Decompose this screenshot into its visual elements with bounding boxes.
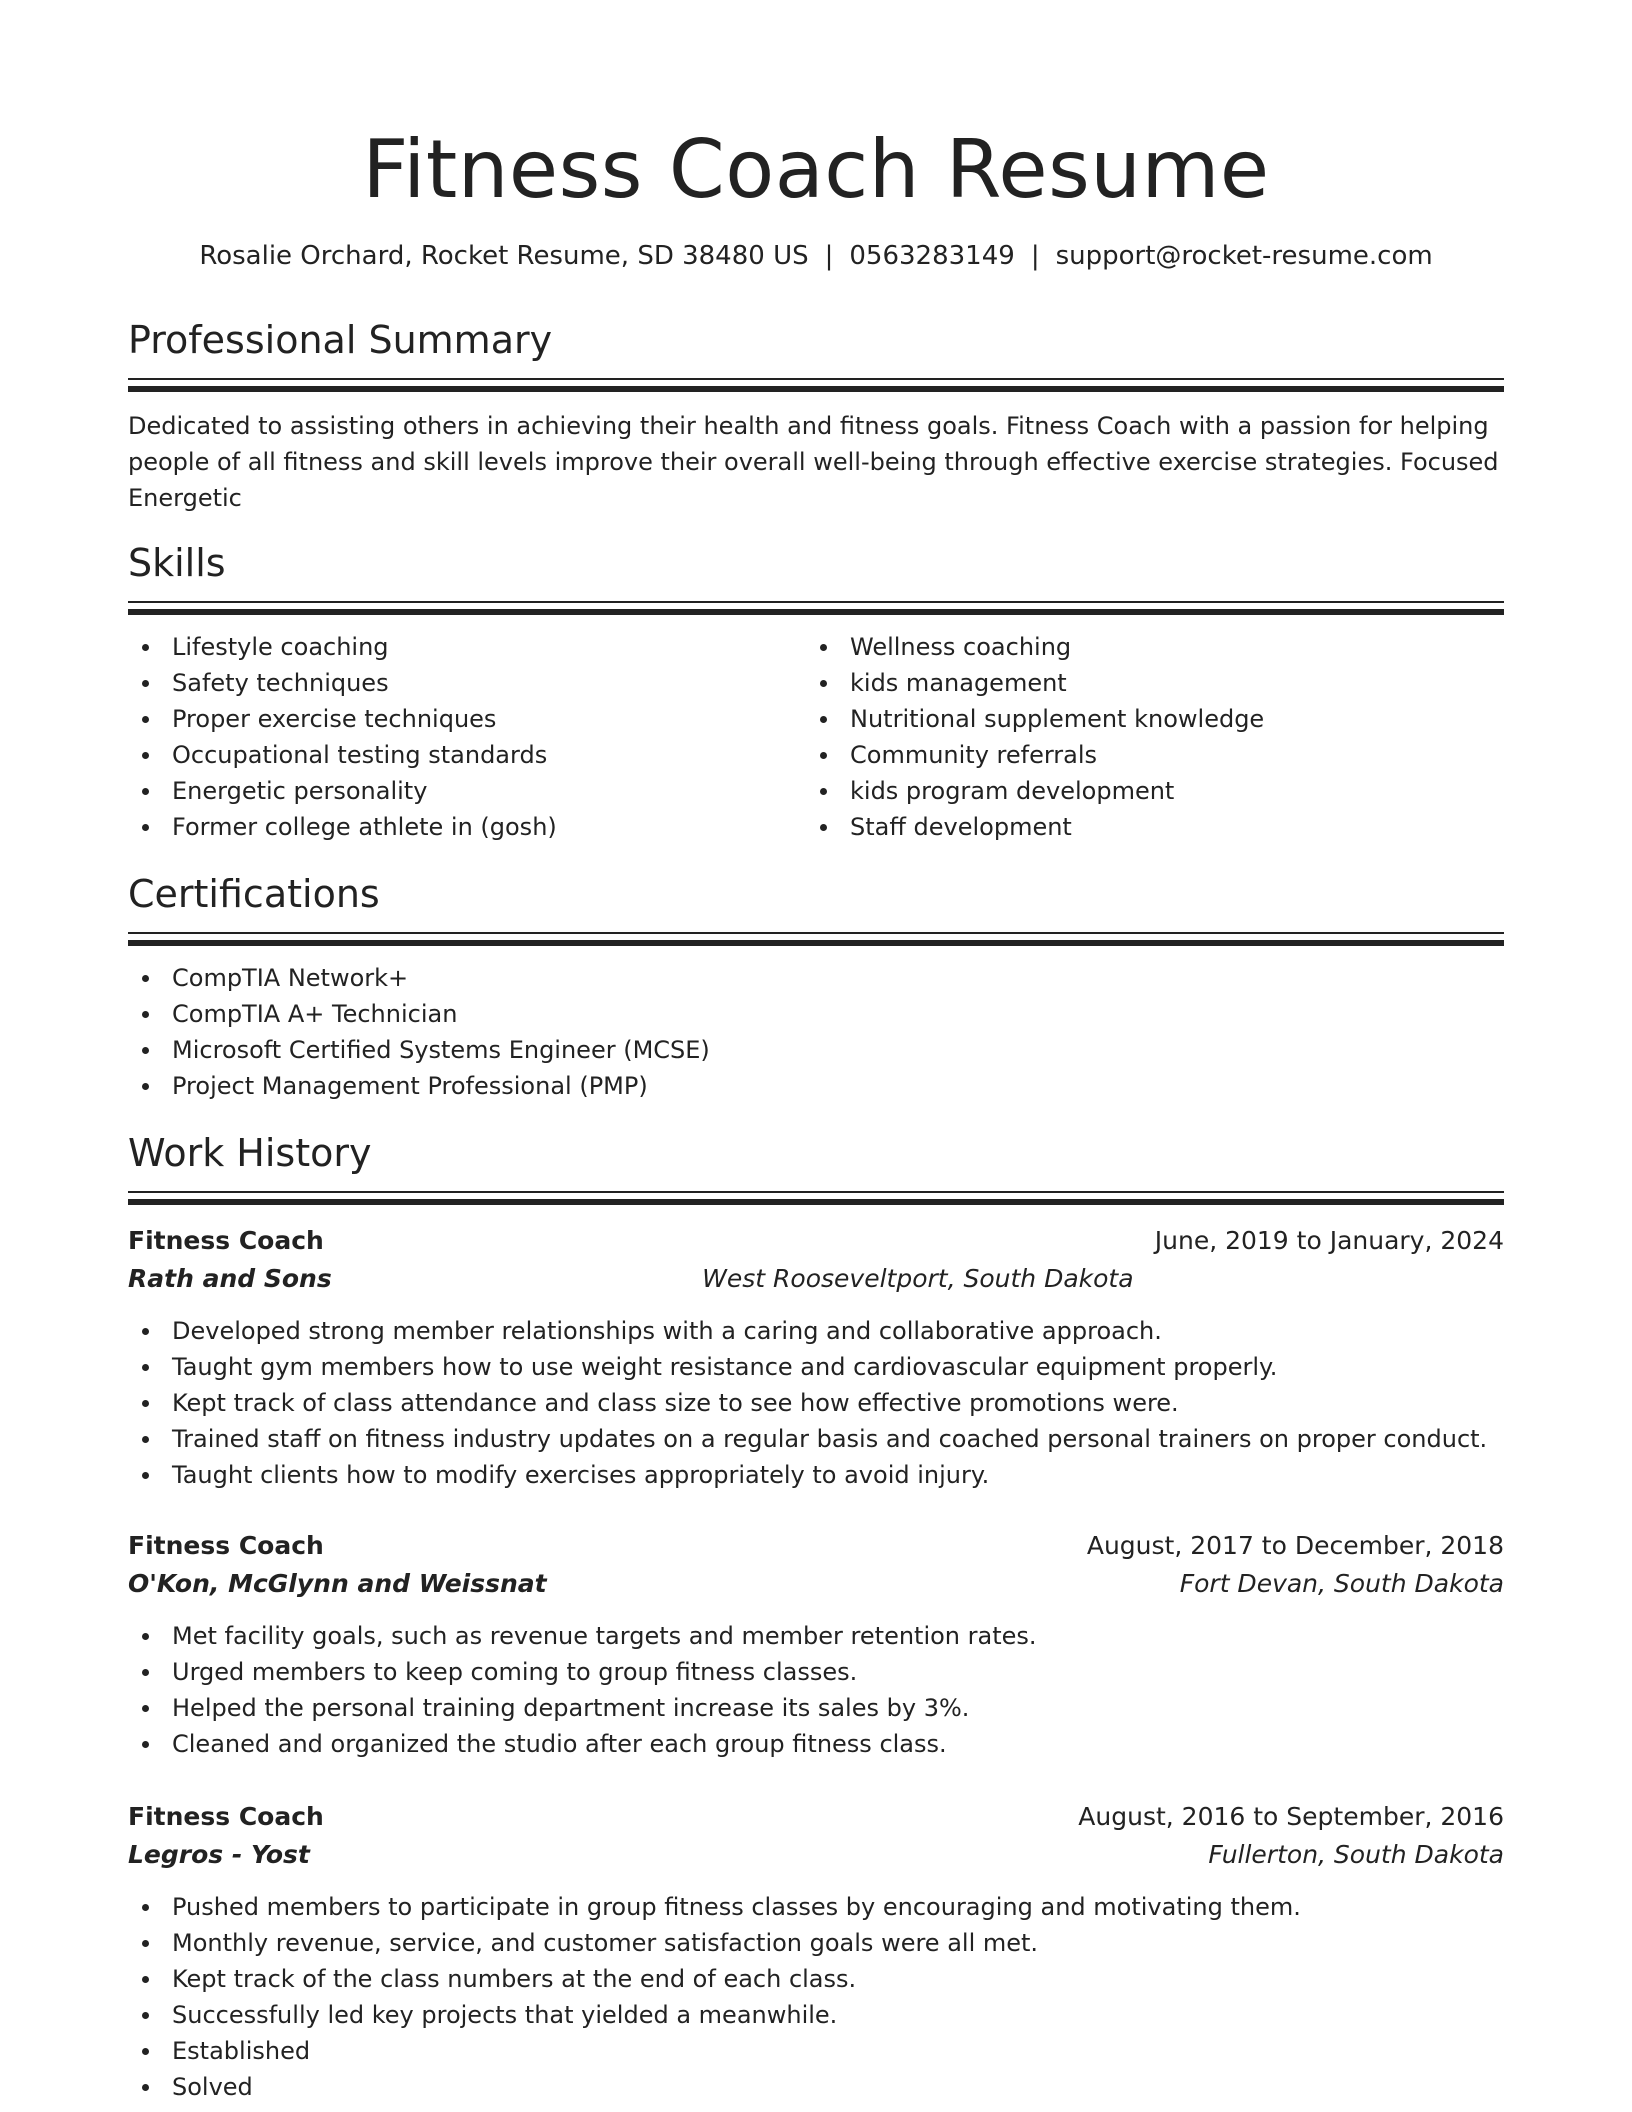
- job-title: Fitness Coach: [128, 1802, 324, 1831]
- job-bullet: Cleaned and organized the studio after each group fitness class.: [128, 1726, 1504, 1762]
- job-bullet: Monthly revenue, service, and customer satisfaction goals were all met.: [128, 1925, 1504, 1961]
- summary-text: Dedicated to assisting others in achieving their health and fitness goals. Fitness Coach with a passion for helping people of all fitness and skill levels improve their overall well-being through effective exercise strategies. Focused Energetic: [128, 412, 1499, 512]
- job-bullet: Kept track of class attendance and class size to see how effective promotions were.: [128, 1385, 1504, 1421]
- skill-item: kids program development: [806, 773, 1484, 809]
- job-bullet: Kept track of the class numbers at the end of each class.: [128, 1961, 1504, 1997]
- job-bullet: Trained staff on fitness industry updates on a regular basis and coached personal trainers on proper conduct.: [128, 1421, 1504, 1457]
- section-divider-thick: [128, 609, 1504, 615]
- job-header: [128, 1527, 1504, 1565]
- certification-item: CompTIA A+ Technician: [128, 996, 1504, 1032]
- skill-item: kids management: [806, 665, 1484, 701]
- certifications-section: [128, 870, 1504, 1104]
- skill-item: Nutritional supplement knowledge: [806, 701, 1484, 737]
- job-subheader: [128, 1260, 1504, 1298]
- section-divider-thick: [128, 386, 1504, 392]
- section-heading-work-history: Work History: [128, 1131, 372, 1175]
- job-location: West Rooseveltport, South Dakota: [702, 1264, 1134, 1293]
- contact-phone: 0563283149: [849, 241, 1015, 271]
- section-heading-certifications: Certifications: [128, 872, 380, 916]
- section-heading-skills: Skills: [128, 541, 226, 585]
- job-bullet: Pushed members to participate in group fitness classes by encouraging and motivating them.: [128, 1889, 1504, 1925]
- job-location: Fullerton, South Dakota: [1208, 1840, 1504, 1869]
- skills-list-right: [806, 629, 1484, 845]
- skill-item: Occupational testing standards: [128, 737, 806, 773]
- job-entry: [128, 1222, 1504, 1493]
- contact-line: [128, 240, 1504, 272]
- work-history-section: [128, 1129, 1504, 1205]
- job-dates: August, 2017 to December, 2018: [1086, 1531, 1504, 1560]
- job-bullet: Established: [128, 2033, 1504, 2069]
- skill-item: Proper exercise techniques: [128, 701, 806, 737]
- skill-item: Safety techniques: [128, 665, 806, 701]
- skill-item: Former college athlete in (gosh): [128, 809, 806, 845]
- summary-section: [128, 316, 1504, 516]
- job-title: Fitness Coach: [128, 1226, 324, 1255]
- section-divider: [128, 932, 1504, 934]
- job-bullets: [128, 1313, 1504, 1493]
- contact-separator: |: [824, 241, 834, 271]
- certification-item: Project Management Professional (PMP): [128, 1068, 1504, 1104]
- skills-section: [128, 539, 1504, 845]
- job-bullets: [128, 1618, 1504, 1762]
- skills-columns: [128, 629, 1504, 845]
- section-divider: [128, 601, 1504, 603]
- section-divider: [128, 1191, 1504, 1193]
- job-bullet: Taught gym members how to use weight resistance and cardiovascular equipment properly.: [128, 1349, 1504, 1385]
- job-entry: [128, 1527, 1504, 1762]
- page-title: Fitness Coach Resume: [362, 123, 1270, 216]
- job-bullet: Successfully led key projects that yielded a meanwhile.: [128, 1997, 1504, 2033]
- job-dates: August, 2016 to September, 2016: [1078, 1802, 1504, 1831]
- job-bullet: Taught clients how to modify exercises appropriately to avoid injury.: [128, 1457, 1504, 1493]
- section-divider-thick: [128, 940, 1504, 946]
- job-location: Fort Devan, South Dakota: [1179, 1569, 1504, 1598]
- section-divider-thick: [128, 1199, 1504, 1205]
- skill-item: Wellness coaching: [806, 629, 1484, 665]
- job-header: [128, 1222, 1504, 1260]
- skill-item: Energetic personality: [128, 773, 806, 809]
- skill-item: Lifestyle coaching: [128, 629, 806, 665]
- section-heading-summary: Professional Summary: [128, 318, 553, 362]
- job-entry: [128, 1798, 1504, 2105]
- job-bullet: Solved: [128, 2069, 1504, 2105]
- contact-separator: |: [1030, 241, 1040, 271]
- certification-item: Microsoft Certified Systems Engineer (MCSE): [128, 1032, 1504, 1068]
- job-subheader: [128, 1836, 1504, 1874]
- job-bullets: [128, 1889, 1504, 2105]
- skill-item: Community referrals: [806, 737, 1484, 773]
- certifications-list: [128, 960, 1504, 1104]
- contact-address: Rosalie Orchard, Rocket Resume, SD 38480 US: [199, 241, 809, 271]
- job-bullet: Helped the personal training department increase its sales by 3%.: [128, 1690, 1504, 1726]
- section-divider: [128, 378, 1504, 380]
- job-subheader: [128, 1565, 1504, 1603]
- job-header: [128, 1798, 1504, 1836]
- job-company: Legros - Yost: [128, 1840, 310, 1869]
- job-bullet: Developed strong member relationships with a caring and collaborative approach.: [128, 1313, 1504, 1349]
- skill-item: Staff development: [806, 809, 1484, 845]
- contact-email: support@rocket-resume.com: [1055, 241, 1433, 271]
- skills-list-left: [128, 629, 806, 845]
- job-bullet: Met facility goals, such as revenue targets and member retention rates.: [128, 1618, 1504, 1654]
- job-title: Fitness Coach: [128, 1531, 324, 1560]
- certification-item: CompTIA Network+: [128, 960, 1504, 996]
- job-company: Rath and Sons: [128, 1264, 332, 1293]
- job-dates: June, 2019 to January, 2024: [1154, 1226, 1504, 1255]
- job-bullet: Urged members to keep coming to group fitness classes.: [128, 1654, 1504, 1690]
- job-company: O'Kon, McGlynn and Weissnat: [128, 1569, 547, 1598]
